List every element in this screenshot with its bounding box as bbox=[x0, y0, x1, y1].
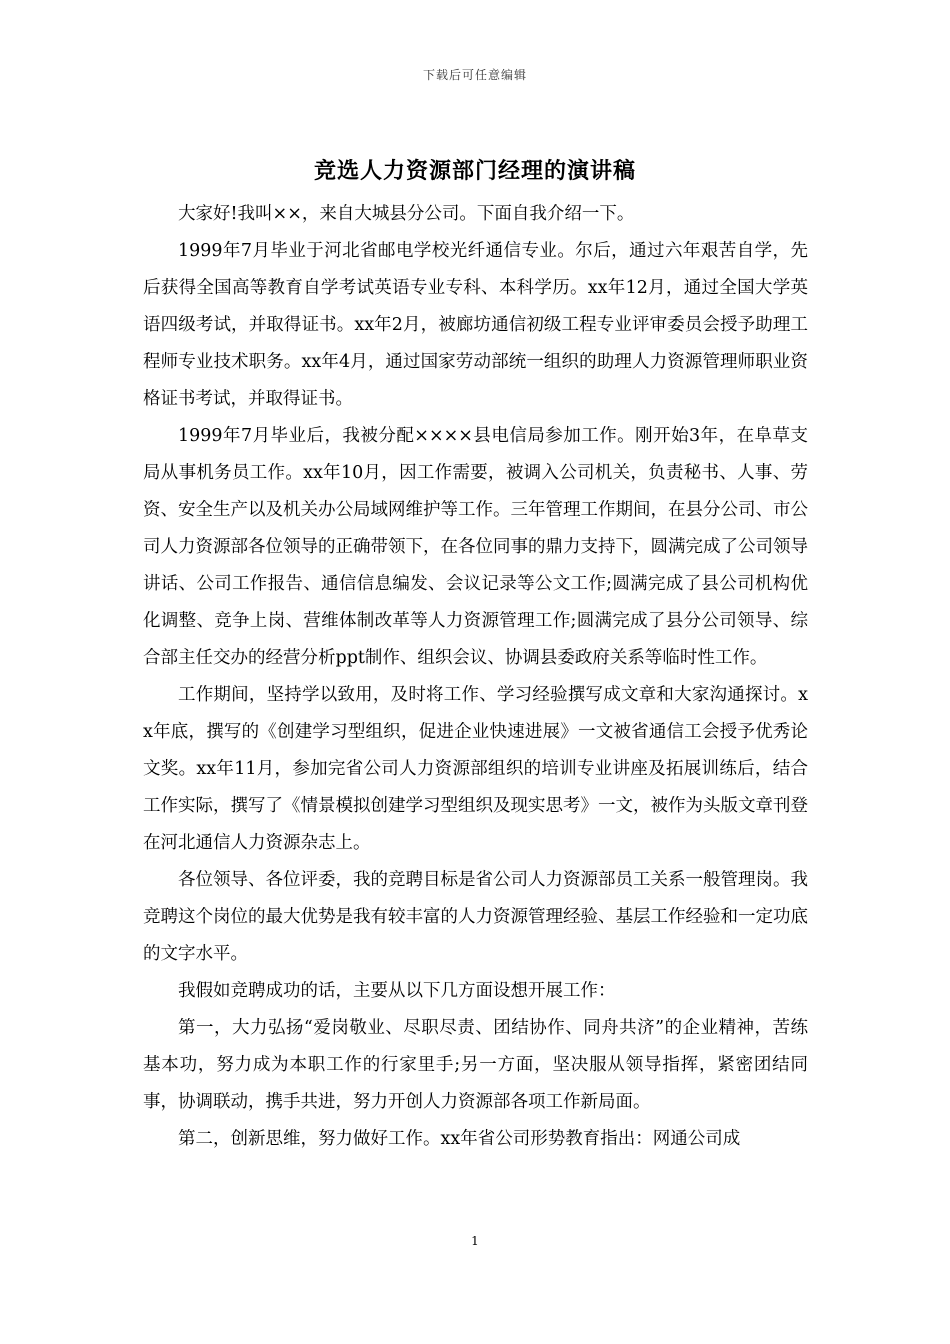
paragraph-4: 工作期间，坚持学以致用，及时将工作、学习经验撰写成文章和大家沟通探讨。xx年底，撰写的《创建学习型组织，促进企业快速进展》一文被省通信工会授予优秀论文奖。xx年11月，参加完省公司人力资源部组织的培训专业讲座及拓展训练后，结合工作实际，撰写了《情景模拟创建学习型组织及现实思考》一文，被作为头版文章刊登在河北通信人力资源杂志上。 bbox=[143, 685, 808, 853]
paragraph-7: 第一，大力弘扬“爱岗敬业、尽职尽责、团结协作、同舟共济”的企业精神，苦练基本功，努力成为本职工作的行家里手;另一方面，坚决服从领导指挥，紧密团结同事，协调联动，携手共进，努力开创人力资源部各项工作新局面。 bbox=[143, 1018, 808, 1112]
paragraph-3: 1999年7月毕业后，我被分配××××县电信局参加工作。刚开始3年，在阜草支局从事机务员工作。xx年10月，因工作需要，被调入公司机关，负责秘书、人事、劳资、安全生产以及机关办公局域网维护等工作。三年管理工作期间，在县分公司、市公司人力资源部各位领导的正确带领下，在各位同事的鼎力支持下，圆满完成了公司领导讲话、公司工作报告、通信信息编发、会议记录等公文工作;圆满完成了县公司机构优化调整、竞争上岗、营维体制改革等人力资源管理工作;圆满完成了县分公司领导、综合部主任交办的经营分析ppt制作、组织会议、协调县委政府关系等临时性工作。 bbox=[143, 426, 808, 668]
page-number: 1 bbox=[471, 1234, 479, 1248]
paragraph-8: 第二，创新思维，努力做好工作。xx年省公司形势教育指出：网通公司成 bbox=[178, 1129, 741, 1149]
paragraph-5: 各位领导、各位评委，我的竞聘目标是省公司人力资源部员工关系一般管理岗。我竞聘这个岗位的最大优势是我有较丰富的人力资源管理经验、基层工作经验和一定功底的文字水平。 bbox=[143, 870, 808, 964]
paragraph-6: 我假如竞聘成功的话，主要从以下几方面设想开展工作： bbox=[178, 981, 616, 1001]
document-title: 竞选人力资源部门经理的演讲稿 bbox=[313, 158, 636, 184]
page-header: 下载后可任意编辑 bbox=[422, 68, 527, 82]
document-body bbox=[143, 196, 808, 1158]
paragraph-1: 大家好!我叫××，来自大城县分公司。下面自我介绍一下。 bbox=[178, 204, 635, 224]
paragraph-2: 1999年7月毕业于河北省邮电学校光纤通信专业。尔后，通过六年艰苦自学，先后获得全国高等教育自学考试英语专业专科、本科学历。xx年12月，通过全国大学英语四级考试，并取得证书。xx年2月，被廊坊通信初级工程专业评审委员会授予助理工程师专业技术职务。xx年4月，通过国家劳动部统一组织的助理人力资源管理师职业资格证书考试，并取得证书。 bbox=[143, 241, 808, 409]
